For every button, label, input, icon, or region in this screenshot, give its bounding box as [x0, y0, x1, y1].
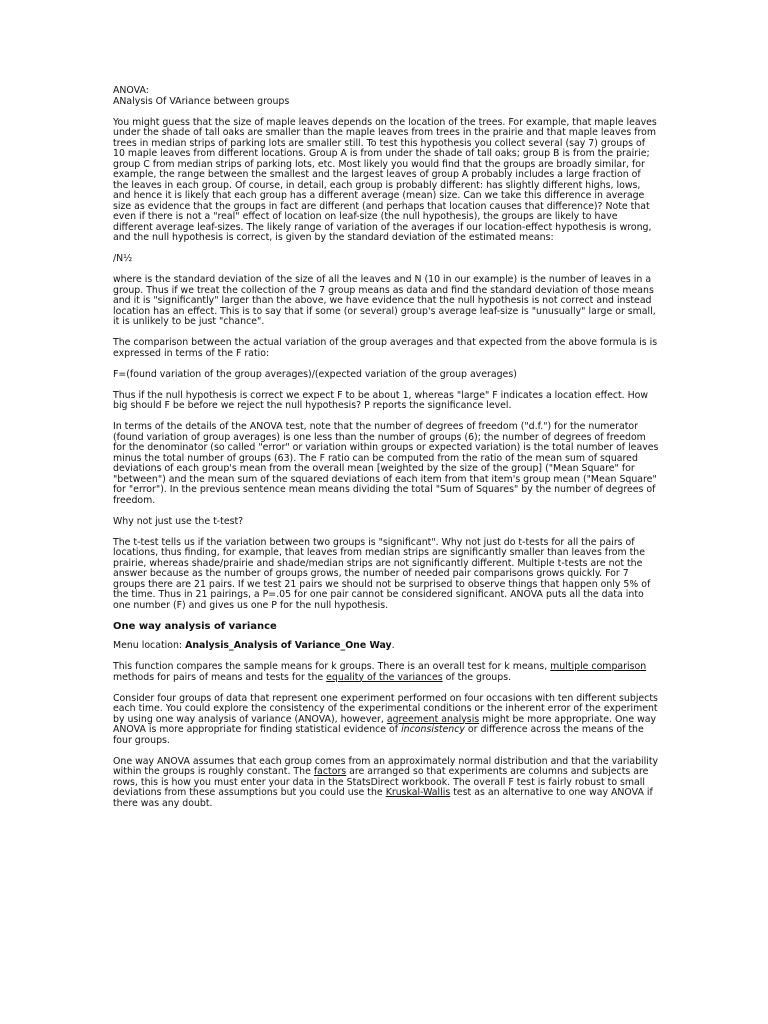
document-title: [113, 86, 659, 107]
text-span: test as an alternative to one way ANOVA if there was any doubt.: [113, 787, 653, 809]
emphasis-inconsistency: inconsistency: [401, 724, 465, 735]
paragraph-comparison: The comparison between the actual variation of the group averages and that expected from the above formula is is expressed in terms of the F ratio:: [113, 337, 658, 359]
menu-location-label: Menu location:: [113, 640, 186, 651]
text-span: One way ANOVA assumes that each group comes from an approximately normal distribution and that the variability within the groups is roughly constant. The: [113, 755, 659, 777]
paragraph-function: [113, 662, 659, 683]
formula-line: /N½: [113, 253, 133, 264]
text-span: might be more appropriate. One way ANOVA is more appropriate for finding statistical evidence of: [113, 713, 657, 735]
menu-location-suffix: .: [391, 640, 395, 651]
title-line-1: ANOVA:: [113, 85, 149, 96]
factors-link[interactable]: factors: [313, 766, 347, 777]
multiple-comparison-link[interactable]: multiple comparison: [550, 661, 647, 672]
text-span: are arranged so that experiments are columns and subjects are rows, this is how you must enter your data in the StatsDirect workbook. The overall F test is fairly robust to small deviations from these assumptions but you could use the: [113, 766, 649, 798]
text-span: or difference across the means of the four groups.: [113, 724, 644, 746]
text-span: methods for pairs of means and tests for the: [113, 671, 327, 683]
agreement-analysis-link[interactable]: agreement analysis: [386, 713, 480, 725]
paragraph-intro: You might guess that the size of maple leaves depends on the location of the trees. For example, that maple leaves under the shade of tall oaks are smaller than the maple leaves from trees in the prairie and that maple leaves from trees in median strips of parking lots are smaller still. To test this hypothesis you collect several (say 7) groups of 10 maple leaves from different locations. Group A is from under the shade of tall oaks; group B is from the prairie; group C from median strips of parking lots, etc. Most likely you would find that the groups are broadly similar, for example, the range between the smallest and the largest leaves of group A probably includes a large fraction of the leaves in each group. Of course, in detail, each group is probably different: has slightly different highs, lows, and hence it is likely that each group has a different average (mean) size. Can we take this difference in average size as evidence that the groups in fact are different (and perhaps that location causes that difference)? Note that even if there is not a "real" effect of location on leaf-size (the null hypothesis), the groups are likely to have different average leaf-sizes. The likely range of variation of the averages if our location-effect hypothesis is wrong, and the null hypothesis is correct, is given by the standard deviation of the estimated means:: [113, 116, 657, 243]
menu-location-path: Analysis_Analysis of Variance_One Way: [185, 640, 392, 651]
document-page: [113, 86, 659, 820]
formula-f-ratio: F=(found variation of the group averages)/(expected variation of the group averages): [113, 368, 517, 380]
equality-of-variances-link[interactable]: equality of the variances: [326, 671, 443, 683]
menu-location: [113, 641, 659, 652]
paragraph-why-not-t-test: Why not just use the t-test?: [113, 515, 244, 527]
text-span: This function compares the sample means for k groups. There is an overall test for k means,: [113, 661, 551, 672]
paragraph-null-hypothesis: Thus if the null hypothesis is correct we expect F to be about 1, whereas "large" F indicates a location effect. How big should F be before we reject the null hypothesis? P reports the significance level.: [113, 389, 649, 411]
kruskal-wallis-link[interactable]: Kruskal-Wallis: [385, 787, 451, 798]
paragraph-where: where is the standard deviation of the size of all the leaves and N (10 in our example) is the number of leaves in a group. Thus if we treat the collection of the 7 group means as data and find the standard deviation of those means and it is "significantly" larger than the above, we have evidence that the null hypothesis is not correct and instead location has an effect. This is to say that if some (or several) group's average leaf-size is "unusually" large or small, it is unlikely to be just "chance".: [113, 274, 656, 327]
text-span: of the groups.: [442, 671, 512, 683]
text-span: Consider four groups of data that represent one experiment performed on four occasions with ten different subjects each time. You could explore the consistency of the experimental conditions or the inherent error of the experiment by using one way analysis of variance (ANOVA), however,: [113, 692, 658, 725]
title-line-2: ANalysis Of VAriance between groups: [113, 95, 290, 107]
section-heading: One way analysis of variance: [113, 620, 277, 632]
paragraph-four-groups: [113, 694, 659, 747]
paragraph-assumptions: [113, 757, 659, 810]
paragraph-t-test: The t-test tells us if the variation between two groups is "significant". Why not just do t-tests for all the pairs of locations, thus finding, for example, that leaves from median strips are significantly smaller than leaves from the prairie, whereas shade/prairie and shade/median strips are not significantly different. Multiple t-tests are not the answer because as the number of groups grows, the number of needed pair comparisons grows quickly. For 7 groups there are 21 pairs. If we test 21 pairs we should not be surprised to observe things that happen only 5% of the time. Thus in 21 pairings, a P=.05 for one pair cannot be considered significant. ANOVA puts all the data into one number (F) and gives us one P for the null hypothesis.: [113, 536, 651, 611]
paragraph-degrees-of-freedom: In terms of the details of the ANOVA test, note that the number of degrees of freedom ("d.f.") for the numerator (found variation of group averages) is one less than the number of groups (6); the number of degrees of freedom for the denominator (so called "error" or variation within groups or expected variation) is the total number of leaves minus the total number of groups (63). The F ratio can be computed from the ratio of the mean sum of squared deviations of each group's mean from the overall mean [weighted by the size of the group] ("Mean Square" for "between") and the mean sum of the squared deviations of each item from that item's group mean ("Mean Square" for "error"). In the previous sentence mean means dividing the total "Sum of Squares" by the number of degrees of freedom.: [113, 421, 659, 506]
